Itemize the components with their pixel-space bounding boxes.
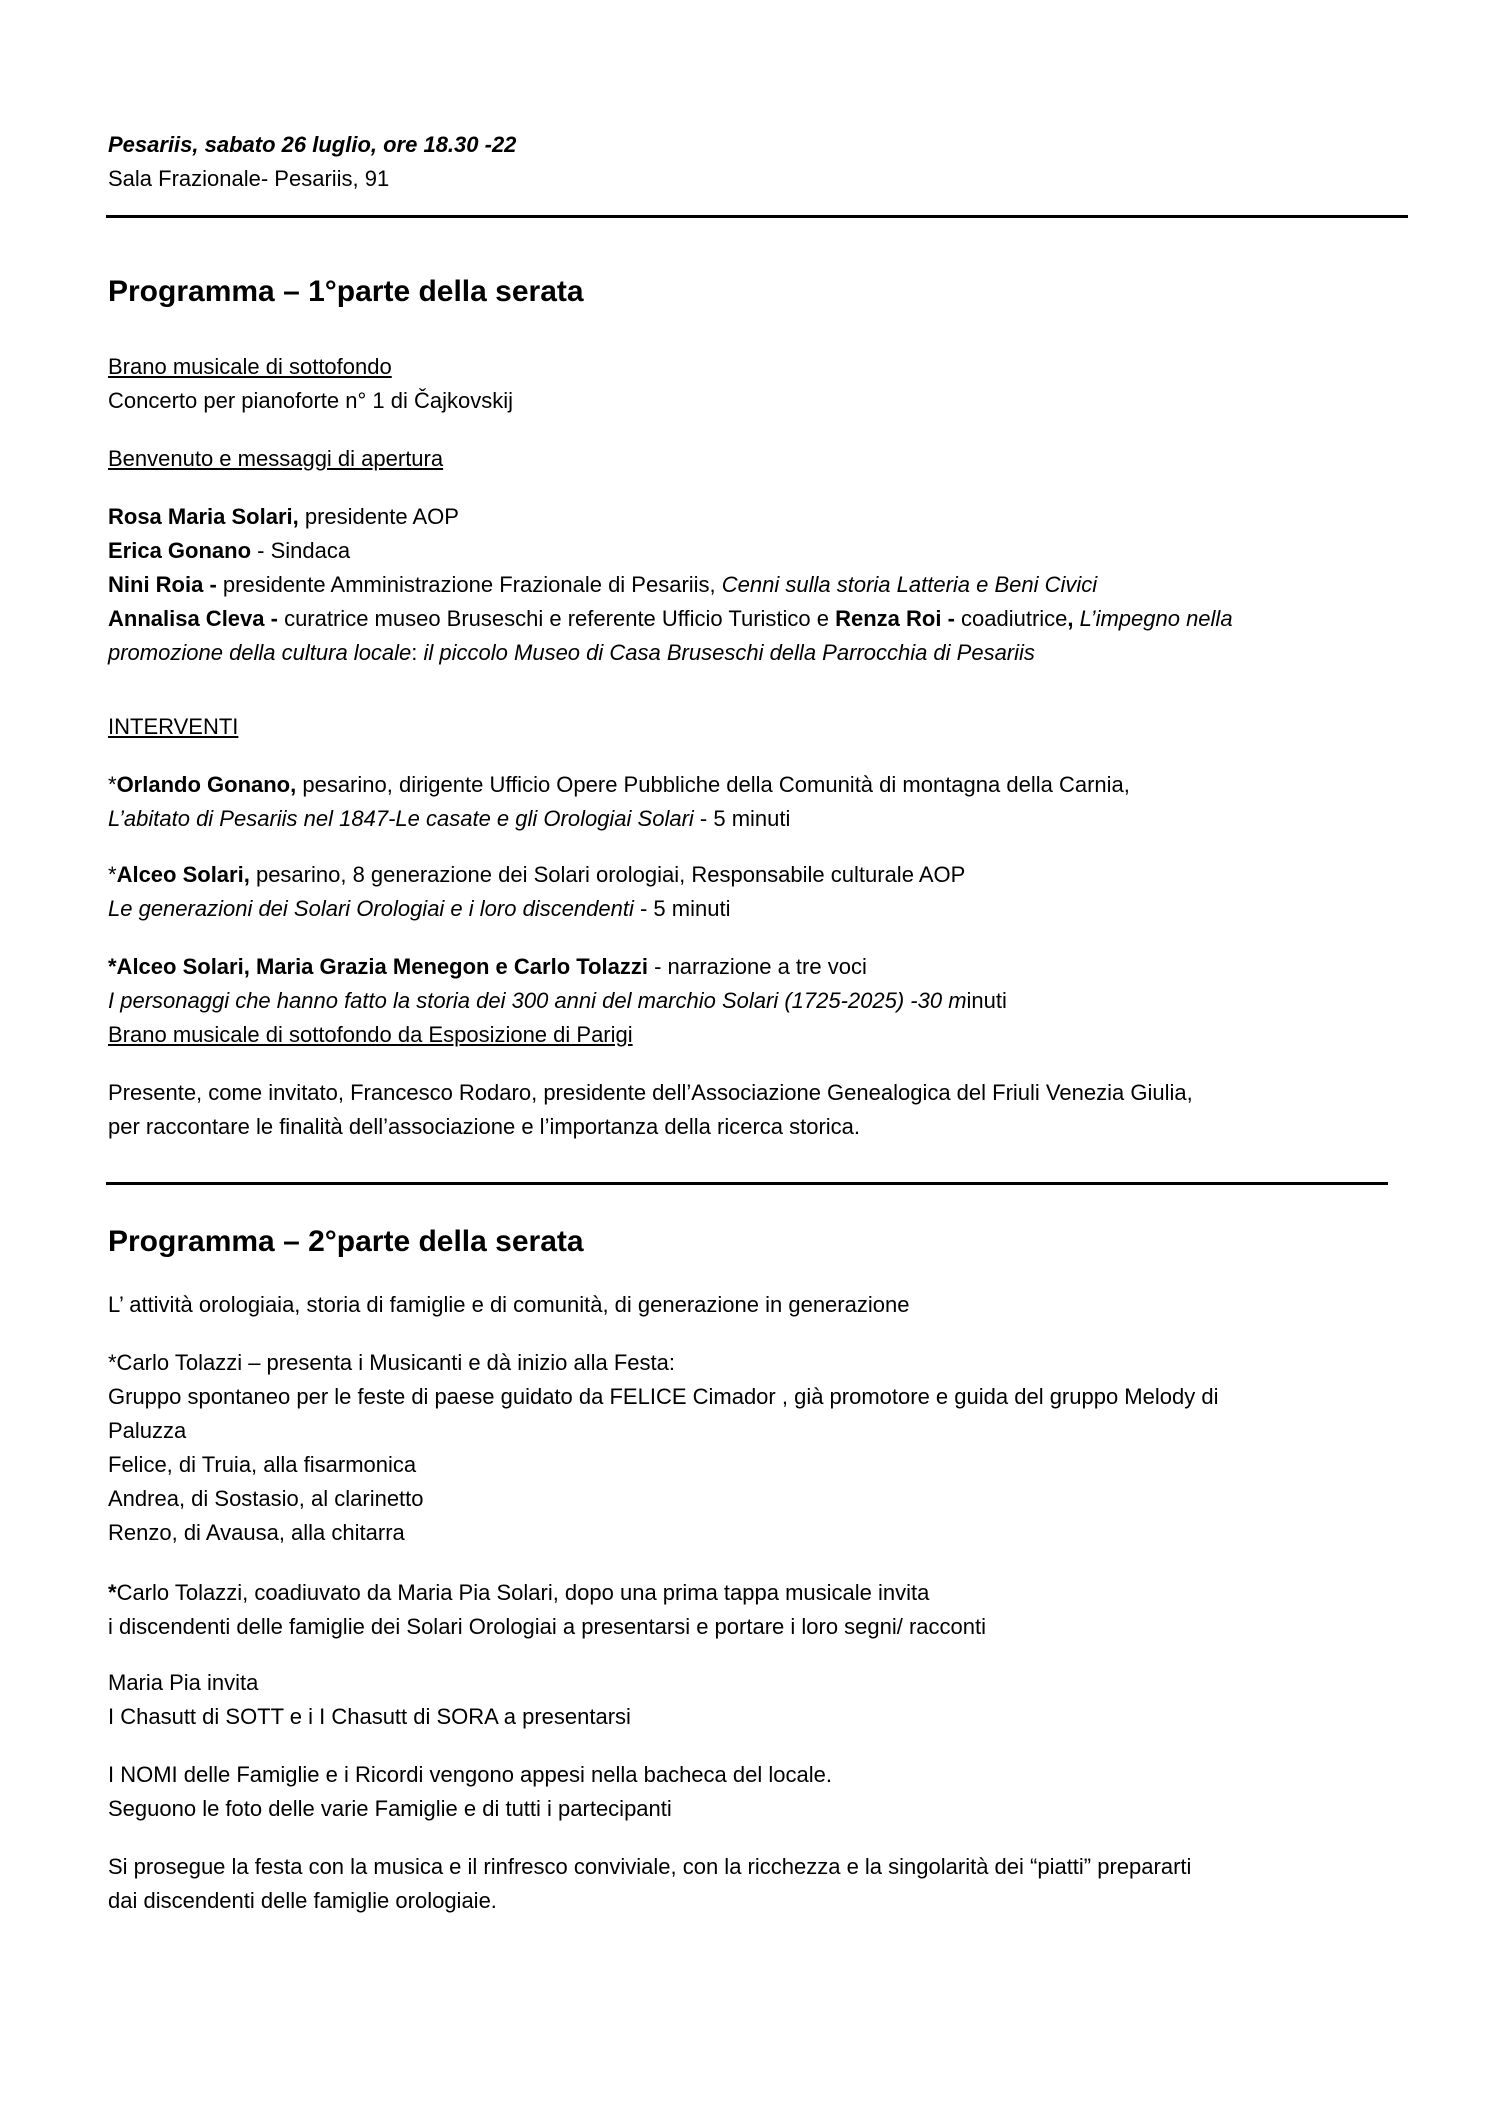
interventi-label: INTERVENTI [108, 714, 239, 739]
musicians-section: *Carlo Tolazzi – presenta i Musicanti e dà inizio alla Festa: Gruppo spontaneo per le feste di paese guidato da FELICE Cimador , già promotore e guida del gruppo Melody di Paluzza Felice, di Truia, alla fisarmonica Andrea, di Sostasio, al clarinetto Renzo, di Avausa, alla chitarra [108, 1346, 1408, 1550]
musician-andrea: Andrea, di Sostasio, al clarinetto [108, 1486, 424, 1511]
musician-felice: Felice, di Truia, alla fisarmonica [108, 1452, 417, 1477]
families-invite: *Carlo Tolazzi, coadiuvato da Maria Pia Solari, dopo una prima tappa musicale invita i discendenti delle famiglie dei Solari Orologiai a presentarsi e portare i loro segni/ racconti [108, 1580, 987, 1639]
part2-title: Programma – 2°parte della serata [108, 1225, 584, 1258]
speaker-erica: Erica Gonano - Sindaca [108, 538, 351, 563]
speaker-nini: Nini Roia - presidente Amministrazione Frazionale di Pesariis, Cenni sulla storia Latteria e Beni Civici [108, 572, 1098, 597]
part1-title: Programma – 1°parte della serata [108, 275, 584, 308]
guest-note: Presente, come invitato, Francesco Rodaro, presidente dell’Associazione Genealogica del Friuli Venezia Giulia, per raccontare le finalità dell’associazione e l’importanza della ricerca storica. [108, 1080, 1193, 1139]
background-music-label: Brano musicale di sottofondo [108, 354, 392, 379]
section-separator [106, 1182, 1388, 1185]
background-music-piece: Concerto per pianoforte n° 1 di Čajkovskij [108, 388, 514, 413]
maria-pia-invite: Maria Pia invita I Chasutt di SOTT e i I Chasutt di SORA a presentarsi [108, 1670, 631, 1729]
speaker-rosa: Rosa Maria Solari, presidente AOP [108, 504, 459, 529]
welcome-label: Benvenuto e messaggi di apertura [108, 446, 444, 471]
event-venue: Sala Frazionale- Pesariis, 91 [108, 166, 390, 191]
background-music-section [108, 350, 1408, 418]
intervento-trio: *Alceo Solari, Maria Grazia Menegon e Carlo Tolazzi - narrazione a tre voci I personaggi che hanno fatto la storia dei 300 anni del marchio Solari (1725-2025) -30 minuti Brano musicale di sottofondo da Esposizione di Parigi [108, 950, 1408, 1052]
intervento-orlando: *Orlando Gonano, pesarino, dirigente Ufficio Opere Pubbliche della Comunità di montagna della Carnia, L’abitato di Pesariis nel 1847-Le casate e gli Orologiai Solari - 5 minuti [108, 772, 1130, 831]
speaker-annalisa-renza: Annalisa Cleva - curatrice museo Bruseschi e referente Ufficio Turistico e Renza Roi - coadiutrice, L’impegno nella [108, 606, 1233, 631]
closing-note: Si prosegue la festa con la musica e il rinfresco conviviale, con la ricchezza e la singolarità dei “piatti” prepararti dai discendenti delle famiglie orologiaie. [108, 1854, 1192, 1913]
trio-background-music: Brano musicale di sottofondo da Esposizione di Parigi [108, 1022, 633, 1047]
event-date-line: Pesariis, sabato 26 luglio, ore 18.30 -22 [108, 132, 517, 157]
family-names-note: I NOMI delle Famiglie e i Ricordi vengono appesi nella bacheca del locale. Seguono le foto delle varie Famiglie e di tutti i partecipanti [108, 1762, 832, 1821]
header-rule [106, 215, 1408, 218]
event-header [108, 128, 1408, 196]
musician-renzo: Renzo, di Avausa, alla chitarra [108, 1520, 405, 1545]
opening-speakers [108, 500, 1408, 670]
part2-intro: L’ attività orologiaia, storia di famiglie e di comunità, di generazione in generazione [108, 1292, 910, 1317]
intervento-alceo: *Alceo Solari, pesarino, 8 generazione dei Solari orologiai, Responsabile culturale AOP Le generazioni dei Solari Orologiai e i loro discendenti - 5 minuti [108, 862, 966, 921]
speaker-annalisa-renza-topic: promozione della cultura locale: il piccolo Museo di Casa Bruseschi della Parrocchia di Pesariis [108, 640, 1035, 665]
